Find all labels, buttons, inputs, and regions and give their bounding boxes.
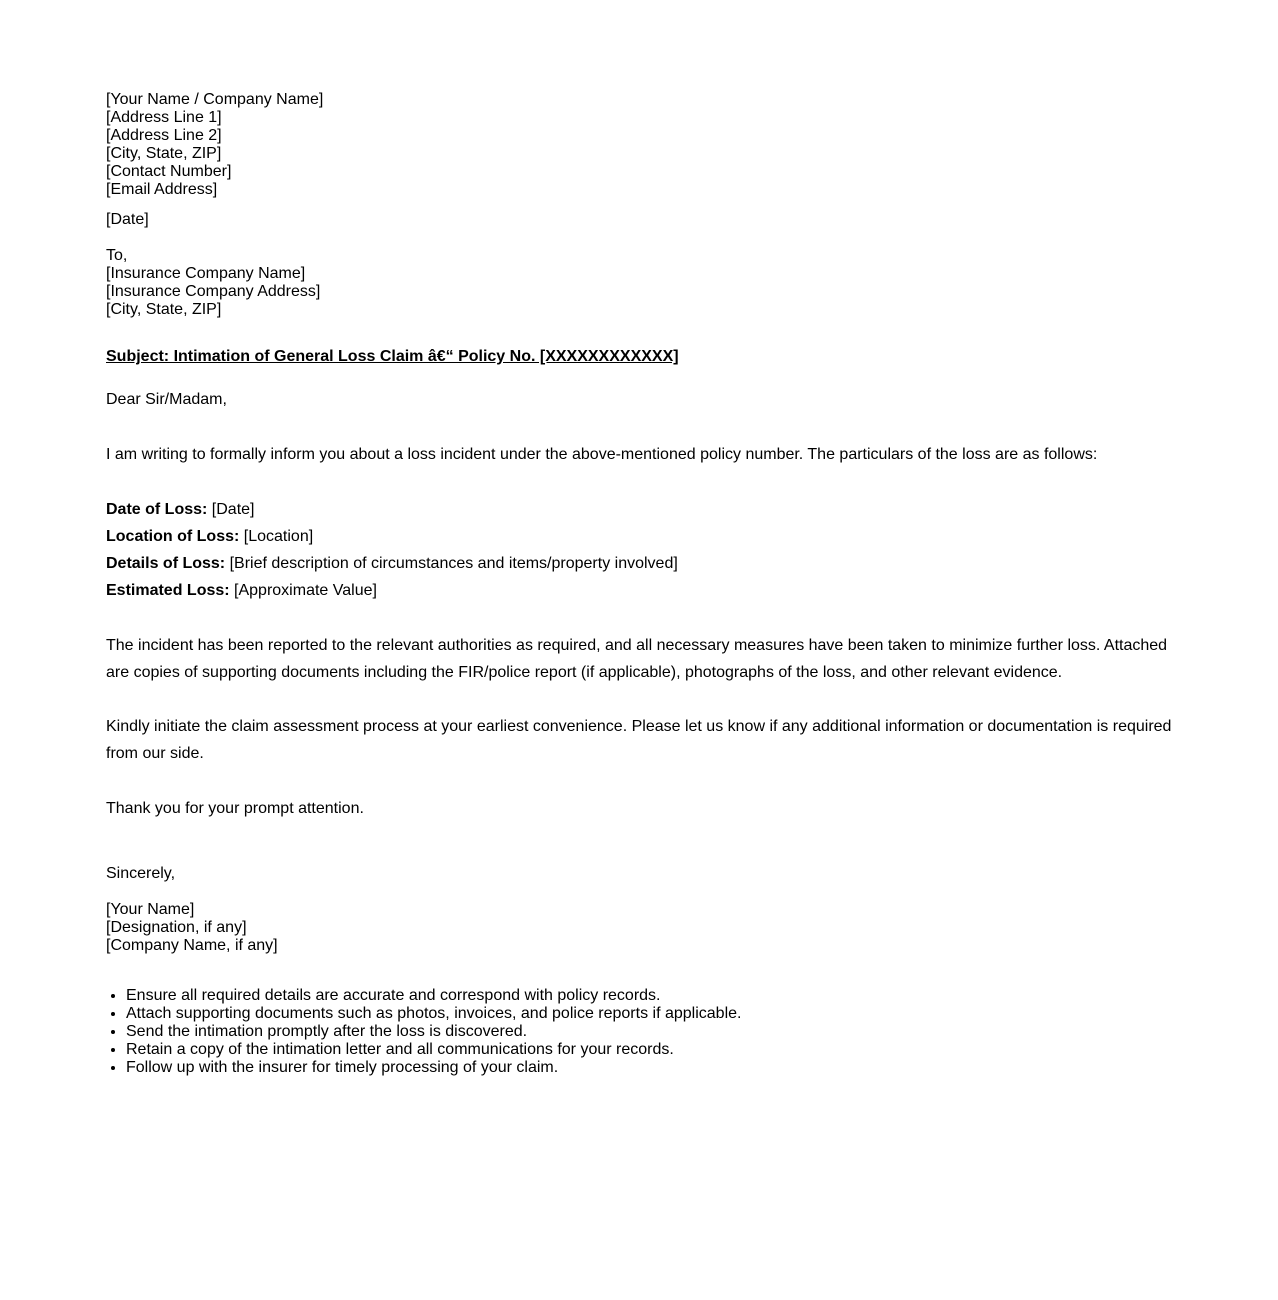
recipient-city-state-zip: [City, State, ZIP] [106, 301, 222, 318]
recipient-address-block [106, 247, 1186, 319]
recipient-company-name: [Insurance Company Name] [106, 265, 306, 282]
detail-row-estimated [106, 577, 1186, 604]
list-item: • Send the intimation promptly after the loss is discovered. [126, 1023, 1186, 1041]
detail-label: Details of Loss: [106, 555, 226, 572]
detail-value: [Location] [239, 528, 314, 545]
thanks-paragraph: Thank you for your prompt attention. [106, 800, 364, 817]
recipient-to: To, [106, 247, 128, 264]
sender-address-line-1: [Address Line 1] [106, 109, 222, 126]
subject-line: Subject: Intimation of General Loss Claim â€“ Policy No. [XXXXXXXXXXXX] [106, 348, 679, 365]
loss-details [106, 496, 1186, 604]
detail-value: [Approximate Value] [229, 582, 377, 599]
intro-paragraph: I am writing to formally inform you about a loss incident under the above-mentioned policy number. The particulars of the loss are as follows: [106, 446, 1098, 463]
detail-label: Date of Loss: [106, 501, 208, 518]
sender-address-line-2: [Address Line 2] [106, 127, 222, 144]
sender-name: [Your Name / Company Name] [106, 91, 324, 108]
closing: Sincerely, [106, 865, 176, 882]
letter-page [106, 91, 1186, 1077]
sender-email: [Email Address] [106, 181, 218, 198]
letter-date: [Date] [106, 211, 149, 228]
list-item: • Retain a copy of the intimation letter and all communications for your records. [126, 1041, 1186, 1059]
detail-label: Location of Loss: [106, 528, 240, 545]
list-item: • Follow up with the insurer for timely processing of your claim. [126, 1059, 1186, 1077]
detail-row-details [106, 550, 1186, 577]
detail-row-date [106, 496, 1186, 523]
detail-row-location [106, 523, 1186, 550]
list-item: • Attach supporting documents such as photos, invoices, and police reports if applicable. [126, 1005, 1186, 1023]
detail-value: [Brief description of circumstances and items/property involved] [225, 555, 678, 572]
signature-block [106, 901, 1186, 955]
signature-designation: [Designation, if any] [106, 919, 247, 936]
sender-contact-number: [Contact Number] [106, 163, 232, 180]
incident-paragraph: The incident has been reported to the relevant authorities as required, and all necessary measures have been taken to minimize further loss. Attached are copies of supporting documents including the FIR/police report (if applicable), photographs of the loss, and other relevant evidence. [106, 637, 1168, 681]
salutation: Dear Sir/Madam, [106, 391, 227, 408]
sender-city-state-zip: [City, State, ZIP] [106, 145, 222, 162]
recipient-company-address: [Insurance Company Address] [106, 283, 321, 300]
sender-address-block [106, 91, 1186, 199]
request-paragraph: Kindly initiate the claim assessment process at your earliest convenience. Please let us know if any additional information or documentation is required from our side. [106, 718, 1172, 762]
tips-list [106, 987, 1186, 1077]
signature-company: [Company Name, if any] [106, 937, 278, 954]
list-item: • Ensure all required details are accurate and correspond with policy records. [126, 987, 1186, 1005]
detail-label: Estimated Loss: [106, 582, 230, 599]
detail-value: [Date] [207, 501, 255, 518]
signature-name: [Your Name] [106, 901, 195, 918]
